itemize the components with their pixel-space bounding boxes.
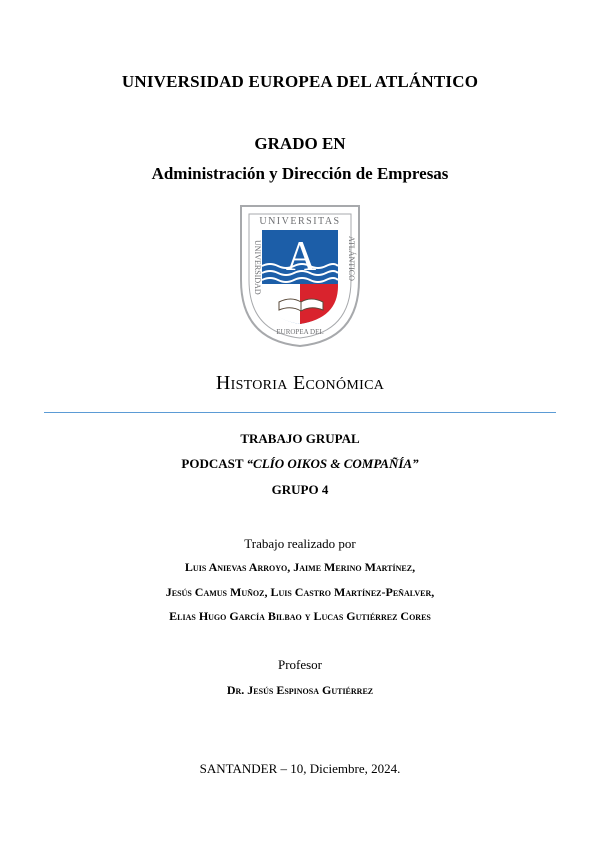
svg-text:EUROPEA DEL: EUROPEA DEL — [276, 328, 324, 336]
podcast-name: “CLÍO OIKOS & COMPAÑÍA” — [246, 456, 419, 471]
professor-label: Profesor — [277, 657, 323, 672]
crest-icon — [235, 200, 365, 350]
podcast-line — [0, 456, 600, 472]
svg-text:UNIVERSIDAD: UNIVERSIDAD — [253, 240, 262, 295]
grado-label: GRADO EN — [254, 134, 346, 153]
work-type: TRABAJO GRUPAL — [240, 431, 360, 446]
authors-intro: Trabajo realizado por — [244, 536, 356, 551]
professor-name: Dr. Jesús Espinosa Gutiérrez — [226, 683, 374, 697]
svg-text:ATLÁNTICO: ATLÁNTICO — [347, 236, 356, 281]
podcast-prefix: PODCAST — [181, 456, 244, 471]
place-date: SANTANDER – 10, Diciembre, 2024. — [199, 761, 401, 776]
authors-line-1: Luis Anievas Arroyo, Jaime Merino Martínez, — [184, 560, 416, 574]
course-title: Historia Económica — [215, 372, 385, 394]
university-crest-logo — [235, 200, 365, 350]
group-number: GRUPO 4 — [271, 482, 329, 497]
degree-title: Administración y Dirección de Empresas — [151, 164, 449, 183]
title-divider — [44, 412, 556, 413]
authors-line-2: Jesús Camus Muñoz, Luis Castro Martínez-Peñalver, — [165, 585, 435, 599]
university-name: UNIVERSIDAD EUROPEA DEL ATLÁNTICO — [121, 72, 479, 91]
crest-letter: A — [285, 234, 317, 280]
authors-line-3: Elias Hugo García Bilbao y Lucas Gutiérrez Cores — [169, 609, 431, 623]
svg-text:UNIVERSITAS: UNIVERSITAS — [259, 216, 341, 227]
